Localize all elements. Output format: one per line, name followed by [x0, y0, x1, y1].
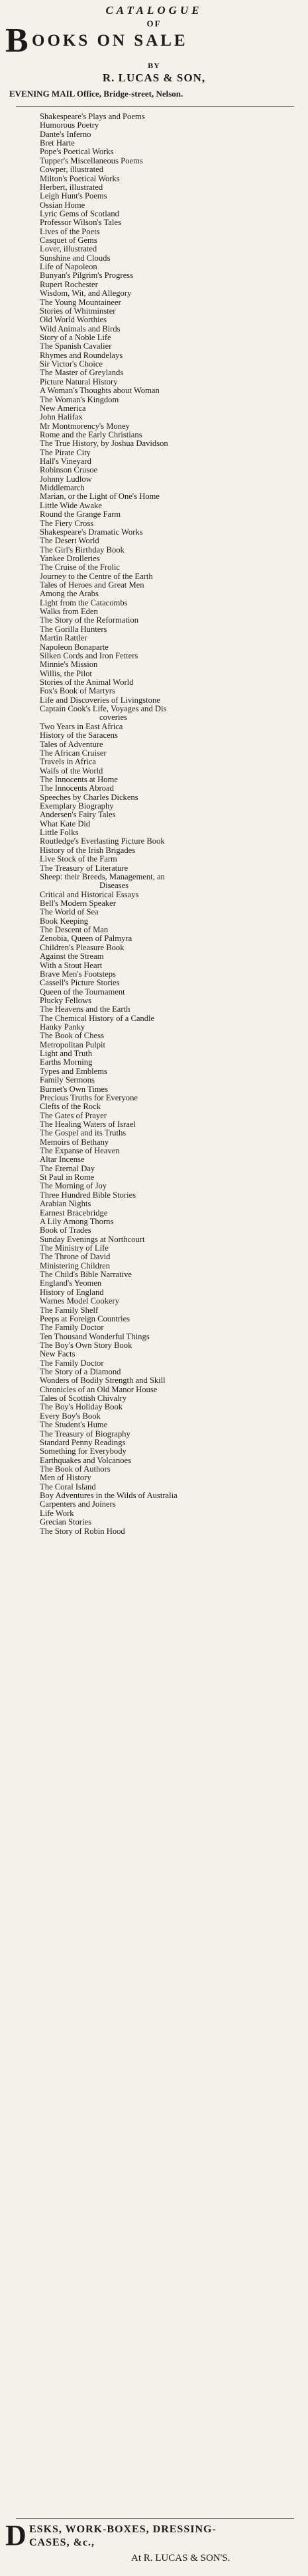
book-list-item: A Woman's Thoughts about Woman: [40, 386, 160, 396]
book-list-item: Minnie's Mission: [40, 660, 98, 670]
book-list-item: Ministering Children: [40, 1261, 110, 1270]
book-list-item: The World of Sea: [40, 907, 99, 917]
book-list-item: Children's Pleasure Book: [40, 942, 125, 952]
book-list-item: Types and Emblems: [40, 1066, 107, 1076]
book-list-item: Diseases: [99, 881, 129, 891]
book-list-item: Silken Cords and Iron Fetters: [40, 650, 138, 660]
book-list-item: The Book of Authors: [40, 1464, 111, 1474]
book-list-item: Tales of Heroes and Great Men: [40, 580, 144, 590]
book-list-item: Arabian Nights: [40, 1199, 91, 1209]
book-list-item: Travels in Africa: [40, 757, 96, 767]
footer-line-2: CASES, &c.,: [29, 2537, 95, 2548]
book-list-item: Live Stock of the Farm: [40, 854, 117, 864]
book-list-item: Journey to the Centre of the Earth: [40, 571, 153, 581]
book-list-item: Hanky Panky: [40, 1022, 85, 1032]
book-list-item: The Treasury of Biography: [40, 1429, 130, 1439]
book-list-item: Lives of the Poets: [40, 226, 100, 236]
book-list-item: Standard Penny Readings: [40, 1437, 126, 1447]
book-list-item: Three Hundred Bible Stories: [40, 1190, 136, 1200]
book-list-item: The Fiery Cross: [40, 518, 94, 528]
book-list-item: Stories of the Animal World: [40, 678, 134, 687]
book-list-item: The Story of Robin Hood: [40, 1526, 125, 1536]
book-list-item: Warnes Model Cookery: [40, 1296, 119, 1306]
book-list-item: Metropolitan Pulpit: [40, 1040, 105, 1049]
book-list-item: Professor Wilson's Tales: [40, 218, 121, 228]
book-list-item: Mr Montmorency's Money: [40, 421, 130, 431]
book-list-item: Light and Truth: [40, 1049, 93, 1059]
book-list-item: Sunday Evenings at Northcourt: [40, 1234, 145, 1244]
book-list-item: Bret Harte: [40, 138, 75, 148]
book-list-item: Peeps at Foreign Countries: [40, 1313, 130, 1323]
book-list-item: Story of a Noble Life: [40, 332, 111, 342]
book-list-item: With a Stout Heart: [40, 960, 103, 970]
book-list-item: The Master of Greylands: [40, 368, 124, 378]
book-list-item: Yankee Drolleries: [40, 553, 100, 563]
book-list-item: New Facts: [40, 1349, 76, 1359]
book-list-item: Captain Cook's Life, Voyages and Dis: [40, 704, 167, 714]
book-list-item: Zenobia, Queen of Palmyra: [40, 934, 132, 944]
book-list-item: Tales of Adventure: [40, 739, 103, 749]
book-list-item: Johnny Ludlow: [40, 474, 92, 484]
book-list-item: Routledge's Everlasting Picture Book: [40, 836, 165, 846]
book-list-item: Altar Incense: [40, 1155, 85, 1165]
book-list-item: St Paul in Rome: [40, 1173, 95, 1182]
book-list-item: The Gorilla Hunters: [40, 624, 107, 634]
book-list-item: Book Keeping: [40, 916, 89, 926]
book-list-item: Little Folks: [40, 828, 79, 838]
book-list-item: Herbert, illustrated: [40, 182, 103, 192]
book-list-item: Walks from Eden: [40, 607, 98, 617]
book-list-item: Burnet's Own Times: [40, 1084, 109, 1094]
book-list-item: Napoleon Bonaparte: [40, 642, 109, 652]
book-list-item: Fox's Book of Martyrs: [40, 686, 115, 696]
book-list-item: The Boy's Own Story Book: [40, 1340, 132, 1350]
book-list-item: Sunshine and Clouds: [40, 253, 111, 263]
book-list-item: Ten Thousand Wonderful Things: [40, 1331, 150, 1341]
book-list-item: Memoirs of Bethany: [40, 1137, 109, 1147]
book-list-item: Precious Truths for Everyone: [40, 1092, 138, 1102]
book-list-item: Critical and Historical Essays: [40, 889, 139, 899]
book-list-item: Picture Natural History: [40, 377, 118, 386]
book-list-item: The Morning of Joy: [40, 1181, 107, 1191]
book-list-item: Dante's Inferno: [40, 129, 91, 139]
book-list-item: Wisdom, Wit, and Allegory: [40, 289, 132, 298]
book-list-item: Against the Stream: [40, 952, 104, 961]
book-list-item: Earnest Bracebridge: [40, 1208, 108, 1218]
book-list-item: The True History, by Joshua Davidson: [40, 439, 168, 449]
book-list-item: Light from the Catacombs: [40, 598, 128, 607]
book-list-item: Lover, illustrated: [40, 244, 97, 254]
book-list-item: Wonders of Bodily Strength and Skill: [40, 1376, 166, 1386]
book-list-item: Something for Everybody: [40, 1446, 127, 1456]
book-list-item: The Girl's Birthday Book: [40, 545, 125, 555]
book-list-item: England's Yeomen: [40, 1278, 102, 1288]
book-list-item: The Book of Chess: [40, 1031, 104, 1041]
book-list-item: Carpenters and Joiners: [40, 1499, 116, 1509]
book-list-item: Wild Animals and Birds: [40, 324, 121, 333]
book-list-item: Pope's Poetical Works: [40, 147, 114, 157]
book-list-item: Life and Discoveries of Livingstone: [40, 695, 160, 705]
book-list-item: The Gospel and its Truths: [40, 1128, 127, 1138]
book-list-item: coveries: [99, 713, 127, 723]
book-list-item: The Coral Island: [40, 1482, 96, 1491]
book-list-item: The Innocents Abroad: [40, 783, 114, 793]
book-list-item: The Woman's Kingdom: [40, 394, 119, 404]
footer-initial: D: [5, 2519, 26, 2552]
book-list-item: Life Work: [40, 1508, 74, 1518]
title-initial: B: [5, 22, 28, 60]
book-list-item: The Healing Waters of Israel: [40, 1119, 136, 1129]
book-list-item: The Spanish Cavalier: [40, 341, 112, 351]
book-list-item: The Eternal Day: [40, 1163, 95, 1173]
book-list-item: Earthquakes and Volcanoes: [40, 1455, 132, 1465]
book-list-item: Andersen's Fairy Tales: [40, 810, 116, 820]
book-list-item: Round the Grange Farm: [40, 510, 121, 519]
book-list-item: Robinson Crusoe: [40, 465, 98, 475]
book-list-item: Family Sermons: [40, 1075, 95, 1085]
book-list-item: Boy Adventures in the Wilds of Australia: [40, 1491, 178, 1501]
book-list-item: Rhymes and Roundelays: [40, 350, 123, 360]
book-list-item: The Innocents at Home: [40, 774, 118, 784]
book-list-item: Tupper's Miscellaneous Poems: [40, 155, 143, 165]
book-list-item: The Young Mountaineer: [40, 297, 121, 307]
book-list-item: A Lily Among Thorns: [40, 1216, 114, 1226]
footer-divider: [16, 2518, 294, 2519]
book-list-item: Every Boy's Book: [40, 1411, 101, 1421]
book-list-item: New America: [40, 403, 86, 413]
title-rest: OOKS ON SALE: [32, 32, 188, 50]
book-list-item: The Pirate City: [40, 447, 91, 457]
book-list-item: Marian, or the Light of One's Home: [40, 492, 160, 502]
book-list-item: The Family Shelf: [40, 1305, 99, 1315]
book-list-item: Bunyan's Pilgrim's Progress: [40, 271, 133, 281]
book-list-item: The Chemical History of a Candle: [40, 1013, 155, 1023]
book-list-item: Middlemarch: [40, 483, 85, 493]
book-list-item: The Family Doctor: [40, 1323, 104, 1333]
book-list-item: The Descent of Man: [40, 925, 109, 935]
footer-line-1: ESKS, WORK-BOXES, DRESSING-: [29, 2524, 217, 2535]
book-list: [40, 112, 305, 1536]
book-list-item: Hall's Vineyard: [40, 457, 91, 466]
book-list-item: Grecian Stories: [40, 1517, 91, 1527]
book-list-item: Among the Arabs: [40, 589, 99, 599]
catalogue-heading: CATALOGUE: [105, 4, 203, 17]
book-list-item: Cowper, illustrated: [40, 165, 104, 175]
book-list-item: The Story of the Reformation: [40, 615, 138, 625]
book-list-item: The Boy's Holiday Book: [40, 1402, 123, 1412]
book-list-item: Tales of Scottish Chivalry: [40, 1394, 127, 1403]
book-list-item: Queen of the Tournament: [40, 987, 125, 997]
book-list-item: Leigh Hunt's Poems: [40, 191, 107, 201]
book-list-item: The African Cruiser: [40, 748, 107, 758]
book-list-item: Chronicles of an Old Manor House: [40, 1384, 158, 1394]
book-list-item: Little Wide Awake: [40, 500, 102, 510]
book-list-item: Shakespeare's Dramatic Works: [40, 527, 143, 537]
book-list-item: Men of History: [40, 1473, 91, 1483]
book-list-item: Bell's Modern Speaker: [40, 898, 116, 908]
book-list-item: The Cruise of the Frolic: [40, 562, 121, 572]
book-list-item: Rome and the Early Christians: [40, 429, 142, 439]
book-list-item: Lyric Gems of Scotland: [40, 208, 119, 218]
book-list-item: Shakespeare's Plays and Poems: [40, 112, 145, 121]
book-list-item: History of the Irish Brigades: [40, 845, 136, 855]
header-divider: [16, 106, 294, 107]
book-list-item: Speeches by Charles Dickens: [40, 792, 138, 802]
book-list-item: The Student's Hume: [40, 1420, 108, 1430]
book-list-item: The Ministry of Life: [40, 1243, 109, 1253]
book-list-item: The Expanse of Heaven: [40, 1146, 120, 1156]
book-list-item: History of England: [40, 1287, 104, 1297]
book-list-item: Old World Worthies: [40, 315, 107, 325]
footer-line-3: At R. LUCAS & SON'S.: [131, 2553, 231, 2563]
book-list-item: Stories of Whitminster: [40, 306, 116, 316]
book-list-item: Brave Men's Footsteps: [40, 969, 116, 979]
book-list-item: The Family Doctor: [40, 1358, 104, 1368]
firm-address: EVENING MAIL Office, Bridge-street, Nelson.: [9, 89, 183, 99]
book-list-item: Rupert Rochester: [40, 279, 98, 289]
book-list-item: Humorous Poetry: [40, 120, 99, 130]
book-list-item: The Heavens and the Earth: [40, 1004, 130, 1014]
book-list-item: Ossian Home: [40, 200, 85, 210]
book-list-item: History of the Saracens: [40, 731, 118, 740]
book-list-item: John Halifax: [40, 412, 83, 422]
book-list-item: Sir Victor's Choice: [40, 359, 103, 369]
of-label: OF: [146, 19, 162, 28]
book-list-item: Earths Morning: [40, 1057, 93, 1067]
book-list-item: The Desert World: [40, 536, 99, 546]
by-label: BY: [148, 61, 160, 70]
book-list-item: Clefts of the Rock: [40, 1102, 101, 1112]
book-list-item: Martin Rattler: [40, 633, 87, 643]
book-list-item: The Treasury of Literature: [40, 863, 128, 873]
book-list-item: Exemplary Biography: [40, 801, 114, 811]
book-list-item: Life of Napoleon: [40, 262, 97, 272]
book-list-item: The Throne of David: [40, 1252, 111, 1262]
book-list-item: Plucky Fellows: [40, 995, 92, 1005]
book-list-item: The Gates of Prayer: [40, 1110, 107, 1120]
book-list-item: What Kate Did: [40, 819, 91, 828]
book-list-item: Two Years in East Africa: [40, 721, 123, 731]
book-list-item: Sheep: their Breeds, Management, an: [40, 871, 165, 881]
book-list-item: Casquet of Gems: [40, 236, 97, 245]
book-list-item: Cassell's Picture Stories: [40, 978, 120, 988]
book-list-item: The Story of a Diamond: [40, 1367, 121, 1377]
firm-name: R. LUCAS & SON,: [102, 71, 206, 84]
desks-advert: [5, 2519, 303, 2575]
book-list-item: Waifs of the World: [40, 766, 103, 776]
book-list-item: Willis, the Pilot: [40, 668, 92, 678]
book-list-item: Book of Trades: [40, 1225, 91, 1235]
book-list-item: Milton's Poetical Works: [40, 173, 120, 183]
book-list-item: The Child's Bible Narrative: [40, 1270, 132, 1280]
